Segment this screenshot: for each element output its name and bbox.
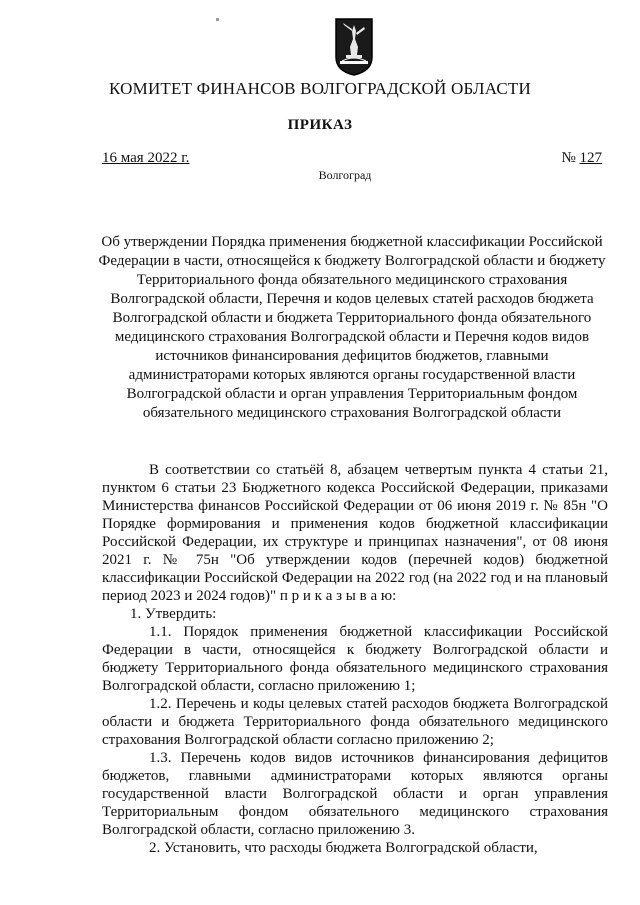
document-type-title: ПРИКАЗ xyxy=(287,117,353,133)
city-name: Волгоград xyxy=(318,168,372,182)
item-1-1: 1.1. Порядок применения бюджетной классификации Российской Федерации в части, относящейся к бюджету Волгоградской области и бюджету Территориального фонда обязательного медицинского страхования Волгоградской области, согласно приложению 1; xyxy=(102,624,608,694)
volgograd-emblem-icon xyxy=(334,17,374,77)
order-subject: Об утверждении Порядка применения бюджетной классификации Российской Федерации в части, относящейся к бюджету Волгоградской области и бюджету Территориального фонда обязательного медицинского страхования Волгоградской области, Перечня и кодов целевых статей расходов бюджета Волгоградской области и бюджета Территориального фонда обязательного медицинского страхования Волгоградской области и Перечня кодов видов источников финансирования дефицитов бюджетов, главными администраторами которых являются органы государственной власти Волгоградской области и орган управления Территориальным фондом обязательного медицинского страхования Волгоградской области xyxy=(98,234,606,421)
preamble-text: В соответствии со статьёй 8, абзацем четвертым пункта 4 статьи 21, пунктом 6 статьи 23 Бюджетного кодекса Российской Федерации, приказами Министерства финансов Российской Федерации от 06 июня 2019 г. № 85н "О Порядке формирования и применения кодов бюджетной классификации Российской Федерации, их структуре и принципах назначения", от 08 июня 2021 г. № 75н "Об утверждении кодов (перечней кодов) бюджетной классификации Российской Федерации на 2022 год (на 2022 год и на плановый период 2023 и 2024 годов)" xyxy=(102,462,608,604)
item-2: 2. Установить, что расходы бюджета Волгоградской области, xyxy=(149,840,538,856)
item-1: 1. Утвердить: xyxy=(130,606,217,622)
order-number-value: 127 xyxy=(579,150,602,166)
item-1-2: 1.2. Перечень и коды целевых статей расходов бюджета Волгоградской области и бюджета Территориального фонда обязательного медицинского страхования Волгоградской области согласно приложению 2; xyxy=(102,696,608,748)
scan-dot-mark xyxy=(216,18,219,21)
preamble-paragraph xyxy=(102,461,608,605)
item-1-3: 1.3. Перечень кодов видов источников финансирования дефицитов бюджетов, главными администраторами которых являются органы государственной власти Волгоградской области и орган управления Территориальным фондом обязательного медицинского страхования Волгоградской области, согласно приложению 3. xyxy=(102,750,608,838)
order-number xyxy=(561,150,602,167)
committee-name: КОМИТЕТ ФИНАНСОВ ВОЛГОГРАДСКОЙ ОБЛАСТИ xyxy=(109,79,531,98)
order-body xyxy=(102,461,608,857)
order-word: п р и к а з ы в а ю: xyxy=(279,588,397,604)
order-date: 16 мая 2022 г. xyxy=(102,150,190,166)
order-number-sign: № xyxy=(561,150,576,166)
